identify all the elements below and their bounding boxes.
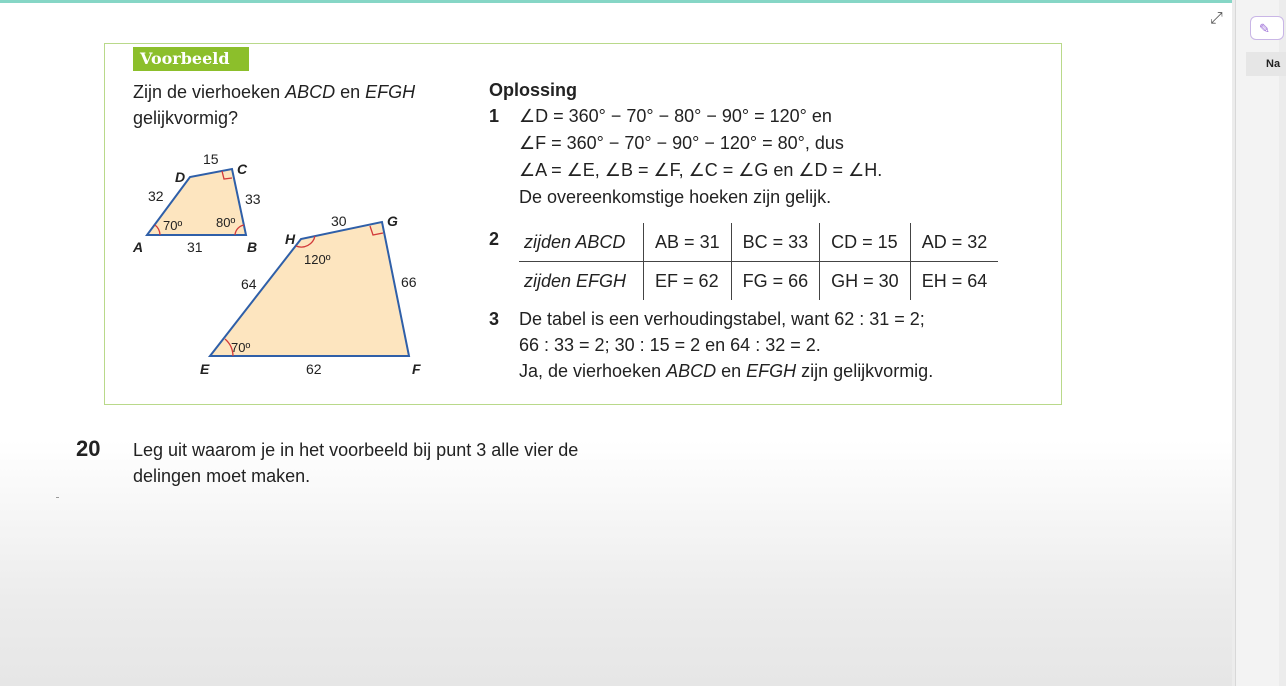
angle-b-label: 80º bbox=[216, 215, 236, 230]
side-eh-label: 64 bbox=[241, 276, 257, 292]
vertex-g: G bbox=[387, 213, 398, 229]
exercise-line-2: delingen moet maken. bbox=[133, 466, 311, 486]
table-cell: zijden EFGH bbox=[524, 270, 627, 291]
vertex-b: B bbox=[247, 239, 258, 255]
table-cell: EH = 64 bbox=[910, 262, 998, 301]
panel-tab-label[interactable]: Na bbox=[1246, 52, 1286, 76]
angle-h-label: 120º bbox=[304, 252, 331, 267]
exercise-number: 20 bbox=[76, 436, 101, 461]
table-cell: zijden ABCD bbox=[519, 223, 644, 262]
quadrilateral-efgh bbox=[210, 222, 409, 356]
side-ab-label: 31 bbox=[187, 239, 203, 255]
table-row-efgh bbox=[519, 262, 998, 301]
side-fg-label: 66 bbox=[401, 274, 417, 290]
expand-icon[interactable]: ⤢ bbox=[1210, 10, 1223, 27]
vertex-c: C bbox=[237, 161, 248, 177]
vertex-f: F bbox=[412, 361, 421, 377]
table-cell: AB = 31 bbox=[644, 223, 732, 262]
table-cell: EF = 62 bbox=[644, 262, 732, 301]
example-label: Voorbeeld bbox=[133, 47, 249, 71]
step-1-line-3: ∠A = ∠E, ∠B = ∠F, ∠C = ∠G en ∠D = ∠H. bbox=[519, 160, 883, 180]
table-cell: CD = 15 bbox=[820, 223, 911, 262]
table-cell: FG = 66 bbox=[731, 262, 820, 301]
side-ad-label: 32 bbox=[148, 188, 164, 204]
example-box bbox=[104, 43, 1062, 405]
right-side-panel bbox=[1235, 0, 1279, 686]
table-cell: AD = 32 bbox=[910, 223, 998, 262]
table-row-abcd bbox=[519, 223, 998, 262]
exercise-line-1: Leg uit waarom je in het voorbeeld bij punt 3 alle vier de bbox=[133, 440, 579, 460]
step-3-line-1: De tabel is een verhoudingstabel, want 62 : 31 = 2; bbox=[519, 309, 925, 329]
angle-a-label: 70º bbox=[163, 218, 183, 233]
side-bc-label: 33 bbox=[245, 191, 261, 207]
vertex-e: E bbox=[200, 361, 210, 377]
top-accent-bar bbox=[0, 0, 1232, 3]
table-cell: GH = 30 bbox=[820, 262, 911, 301]
step-1-line-1: ∠D = 360° − 70° − 80° − 90° = 120° en bbox=[519, 106, 832, 126]
table-cell: BC = 33 bbox=[731, 223, 820, 262]
step-3-number: 3 bbox=[489, 309, 500, 329]
step-3-line-2: 66 : 33 = 2; 30 : 15 = 2 en 64 : 32 = 2. bbox=[519, 335, 821, 355]
vertex-h: H bbox=[285, 231, 296, 247]
vertex-a: A bbox=[133, 239, 144, 255]
solution-title: Oplossing bbox=[489, 80, 578, 100]
side-ef-label: 62 bbox=[306, 361, 322, 377]
angle-e-label: 70º bbox=[231, 340, 251, 355]
question-line-2: gelijkvormig? bbox=[133, 108, 239, 128]
side-cd-label: 15 bbox=[203, 151, 219, 167]
edit-icon[interactable]: ✎ bbox=[1250, 16, 1284, 40]
step-2-number: 2 bbox=[489, 229, 500, 249]
quadrilaterals-figure bbox=[125, 144, 425, 384]
vertex-d: D bbox=[175, 169, 186, 185]
step-1-line-4: De overeenkomstige hoeken zijn gelijk. bbox=[519, 187, 832, 207]
sides-table bbox=[519, 223, 998, 300]
step-3-line-3: Ja, de vierhoeken ABCD en EFGH zijn gelijkvormig. bbox=[519, 361, 934, 381]
question-line-1: Zijn de vierhoeken ABCD en EFGH bbox=[133, 82, 416, 102]
step-1-line-2: ∠F = 360° − 70° − 90° − 120° = 80°, dus bbox=[519, 133, 844, 153]
side-gh-label: 30 bbox=[331, 213, 347, 229]
step-1-number: 1 bbox=[489, 106, 500, 126]
divider-dot bbox=[56, 497, 59, 498]
